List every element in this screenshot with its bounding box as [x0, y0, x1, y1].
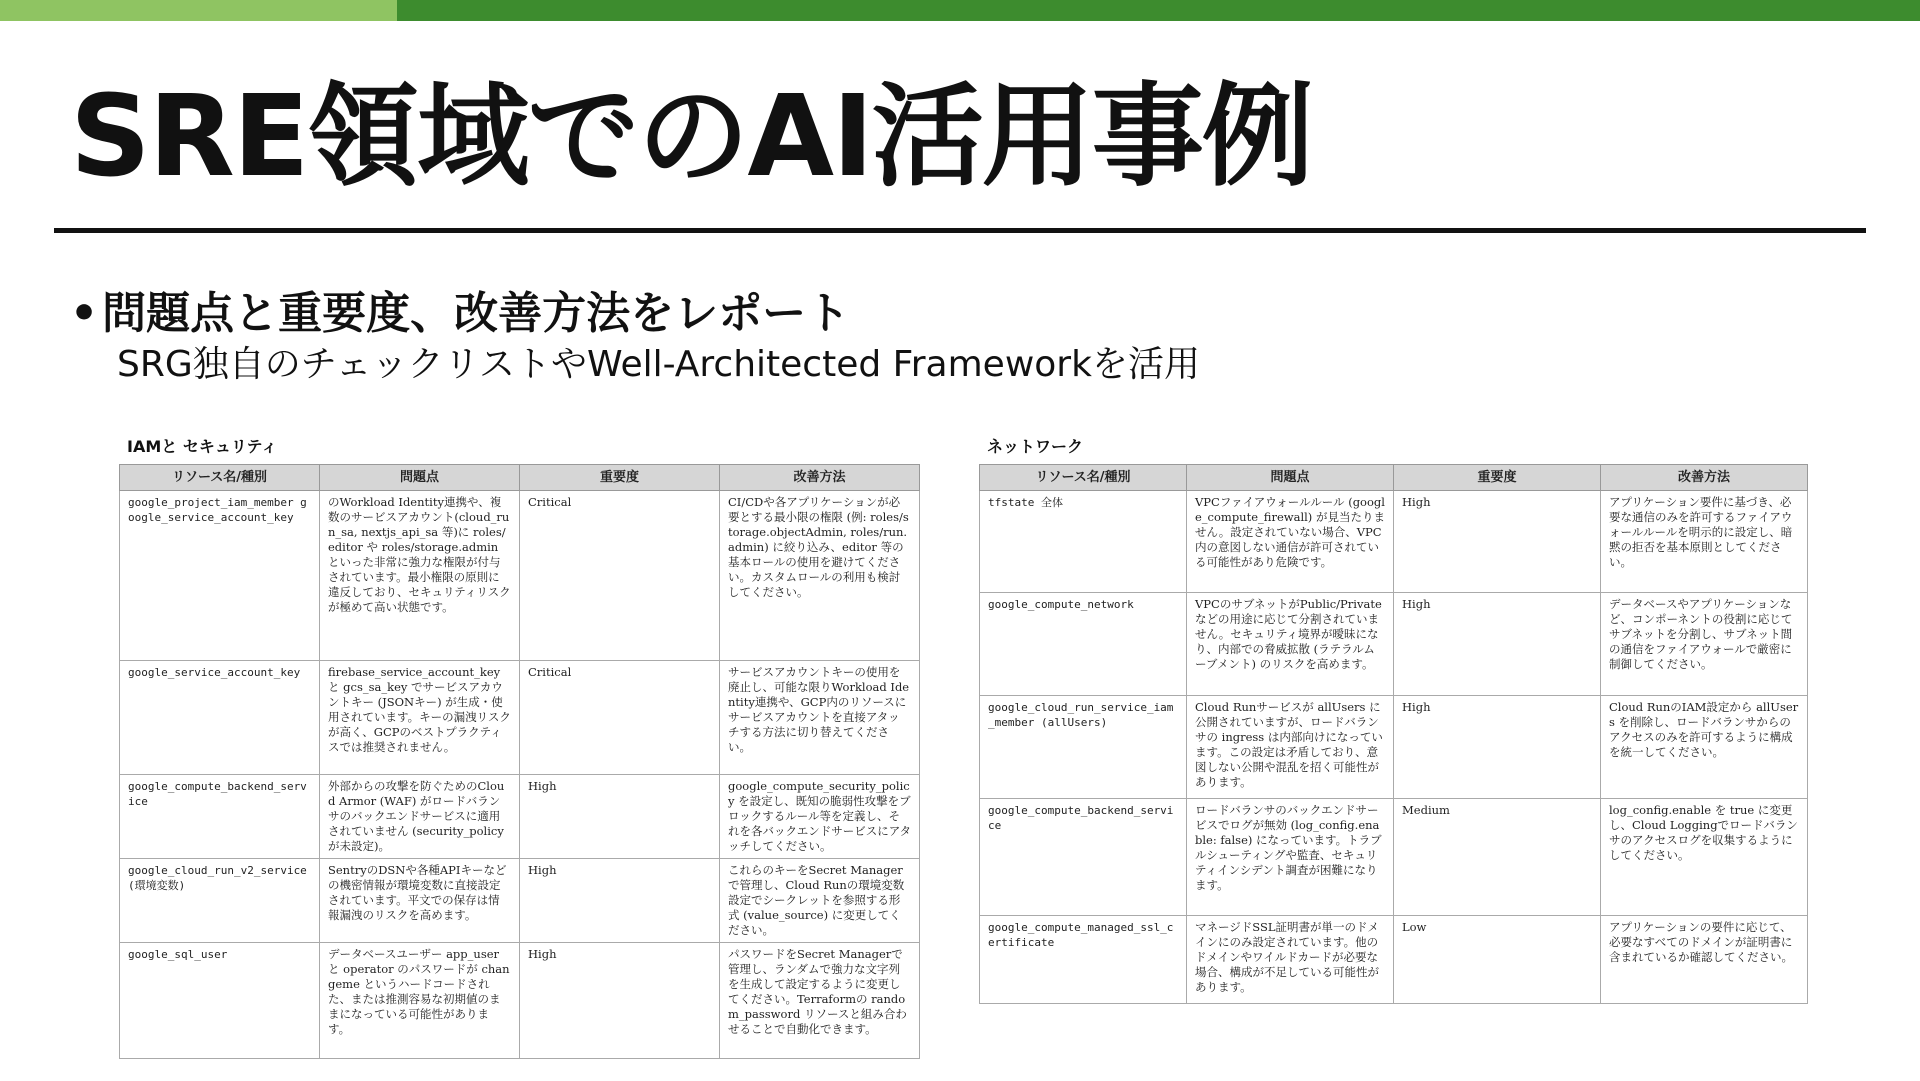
resource-cell: google_cloud_run_v2_service (環境変数) [120, 859, 320, 943]
table-row [120, 491, 920, 661]
severity-cell: High [520, 859, 720, 943]
resource-cell: tfstate 全体 [980, 491, 1187, 593]
table-row [980, 491, 1808, 593]
problem-cell: SentryのDSNや各種APIキーなどの機密情報が環境変数に直接設定されています。平文での保存は情報漏洩のリスクを高めます。 [320, 859, 520, 943]
fix-cell: サービスアカウントキーの使用を廃止し、可能な限りWorkload Identity連携や、GCP内のリソースにサービスアカウントを直接アタッチする方法に切り替えてください。 [720, 661, 920, 775]
table-row [120, 943, 920, 1059]
severity-cell: Critical [520, 491, 720, 661]
network-section-label: ネットワーク [987, 437, 1084, 456]
table-row [980, 593, 1808, 696]
column-header: 重要度 [520, 465, 720, 491]
resource-cell: google_cloud_run_service_iam_member (allUsers) [980, 696, 1187, 799]
problem-cell: 外部からの攻撃を防ぐためのCloud Armor (WAF) がロードバランサのバックエンドサービスに適用されていません (security_policyが未設定)。 [320, 775, 520, 859]
column-header: リソース名/種別 [980, 465, 1187, 491]
resource-cell: google_sql_user [120, 943, 320, 1059]
fix-cell: Cloud RunのIAM設定から allUsers を削除し、ロードバランサからのアクセスのみを許可するように構成を統一してください。 [1601, 696, 1808, 799]
fix-cell: google_compute_security_policy を設定し、既知の脆弱性攻撃をブロックするルール等を定義し、それを各バックエンドサービスにアタッチしてください。 [720, 775, 920, 859]
table-row [980, 916, 1808, 1004]
severity-cell: High [520, 943, 720, 1059]
severity-cell: High [1394, 593, 1601, 696]
severity-cell: Low [1394, 916, 1601, 1004]
iam-section-label: IAMと セキュリティ [127, 437, 278, 456]
severity-cell: High [1394, 491, 1601, 593]
table-row [120, 661, 920, 775]
network-table [979, 464, 1808, 1004]
iam-table [119, 464, 920, 1059]
severity-cell: High [520, 775, 720, 859]
column-header: リソース名/種別 [120, 465, 320, 491]
column-header: 改善方法 [1601, 465, 1808, 491]
bullet-marker: • [70, 288, 99, 339]
table-header-row [120, 465, 920, 491]
resource-cell: google_service_account_key [120, 661, 320, 775]
problem-cell: VPCファイアウォールルール (google_compute_firewall) が見当たりません。設定されていない場合、VPC内の意図しない通信が許可されている可能性があり危険です。 [1187, 491, 1394, 593]
severity-cell: High [1394, 696, 1601, 799]
resource-cell: google_compute_backend_service [980, 799, 1187, 916]
table-row [980, 696, 1808, 799]
title-underline [54, 228, 1866, 233]
resource-cell: google_project_iam_member google_service_account_key [120, 491, 320, 661]
problem-cell: データベースユーザー app_user と operator のパスワードが changeme というハードコードされた、または推測容易な初期値のままになっている可能性があります。 [320, 943, 520, 1059]
table-row [120, 775, 920, 859]
table-header-row [980, 465, 1808, 491]
problem-cell: のWorkload Identity連携や、複数のサービスアカウント(cloud_run_sa, nextjs_api_sa 等)に roles/editor や roles/storage.admin といった非常に強力な権限が付与されています。最小権限の原則に違反しており、セキュリティリスクが極めて高い状態です。 [320, 491, 520, 661]
column-header: 問題点 [1187, 465, 1394, 491]
top-accent-bar [0, 0, 1920, 21]
problem-cell: VPCのサブネットがPublic/Privateなどの用途に応じて分割されていません。セキュリティ境界が曖昧になり、内部での脅威拡散 (ラテラルムーブメント) のリスクを高めます。 [1187, 593, 1394, 696]
fix-cell: アプリケーションの要件に応じて、必要なすべてのドメインが証明書に含まれているか確認してください。 [1601, 916, 1808, 1004]
accent-bar-dark [397, 0, 1920, 21]
bullet-heading-text: 問題点と重要度、改善方法をレポート [102, 288, 851, 339]
fix-cell: CI/CDや各アプリケーションが必要とする最小限の権限 (例: roles/storage.objectAdmin, roles/run.admin) に絞り込み、editor 等の基本ロールの使用を避けてください。カスタムロールの利用も検討してください。 [720, 491, 920, 661]
resource-cell: google_compute_backend_service [120, 775, 320, 859]
table-row [980, 799, 1808, 916]
severity-cell: Medium [1394, 799, 1601, 916]
problem-cell: ロードバランサのバックエンドサービスでログが無効 (log_config.enable: false) になっています。トラブルシューティングや監査、セキュリティインシデント調査が困難になります。 [1187, 799, 1394, 916]
bullet-heading [70, 288, 850, 340]
fix-cell: パスワードをSecret Managerで管理し、ランダムで強力な文字列を生成して設定するように変更してください。Terraformの random_password リソースと組み合わせることで自動化できます。 [720, 943, 920, 1059]
table-row [120, 859, 920, 943]
fix-cell: データベースやアプリケーションなど、コンポーネントの役割に応じてサブネットを分割し、サブネット間の通信をファイアウォールで厳密に制御してください。 [1601, 593, 1808, 696]
column-header: 問題点 [320, 465, 520, 491]
fix-cell: アプリケーション要件に基づき、必要な通信のみを許可するファイアウォールルールを明示的に設定し、暗黙の拒否を基本原則としてください。 [1601, 491, 1808, 593]
problem-cell: マネージドSSL証明書が単一のドメインにのみ設定されています。他のドメインやワイルドカードが必要な場合、構成が不足している可能性があります。 [1187, 916, 1394, 1004]
bullet-subtext: SRG独自のチェックリストやWell-Architected Frameworkを活用 [117, 344, 1200, 385]
column-header: 改善方法 [720, 465, 920, 491]
fix-cell: log_config.enable を true に変更し、Cloud Loggingでロードバランサのアクセスログを収集するようにしてください。 [1601, 799, 1808, 916]
slide-title: SRE領域でのAI活用事例 [70, 72, 1312, 202]
column-header: 重要度 [1394, 465, 1601, 491]
resource-cell: google_compute_network [980, 593, 1187, 696]
fix-cell: これらのキーをSecret Managerで管理し、Cloud Runの環境変数設定でシークレットを参照する形式 (value_source) に変更してください。 [720, 859, 920, 943]
problem-cell: firebase_service_account_key と gcs_sa_key でサービスアカウントキー (JSONキー) が生成・使用されています。キーの漏洩リスクが高く、GCPのベストプラクティスでは推奨されません。 [320, 661, 520, 775]
problem-cell: Cloud Runサービスが allUsers に公開されていますが、ロードバランサの ingress は内部向けになっています。この設定は矛盾しており、意図しない公開や混乱を招く可能性があります。 [1187, 696, 1394, 799]
resource-cell: google_compute_managed_ssl_certificate [980, 916, 1187, 1004]
accent-bar-light [0, 0, 397, 21]
severity-cell: Critical [520, 661, 720, 775]
